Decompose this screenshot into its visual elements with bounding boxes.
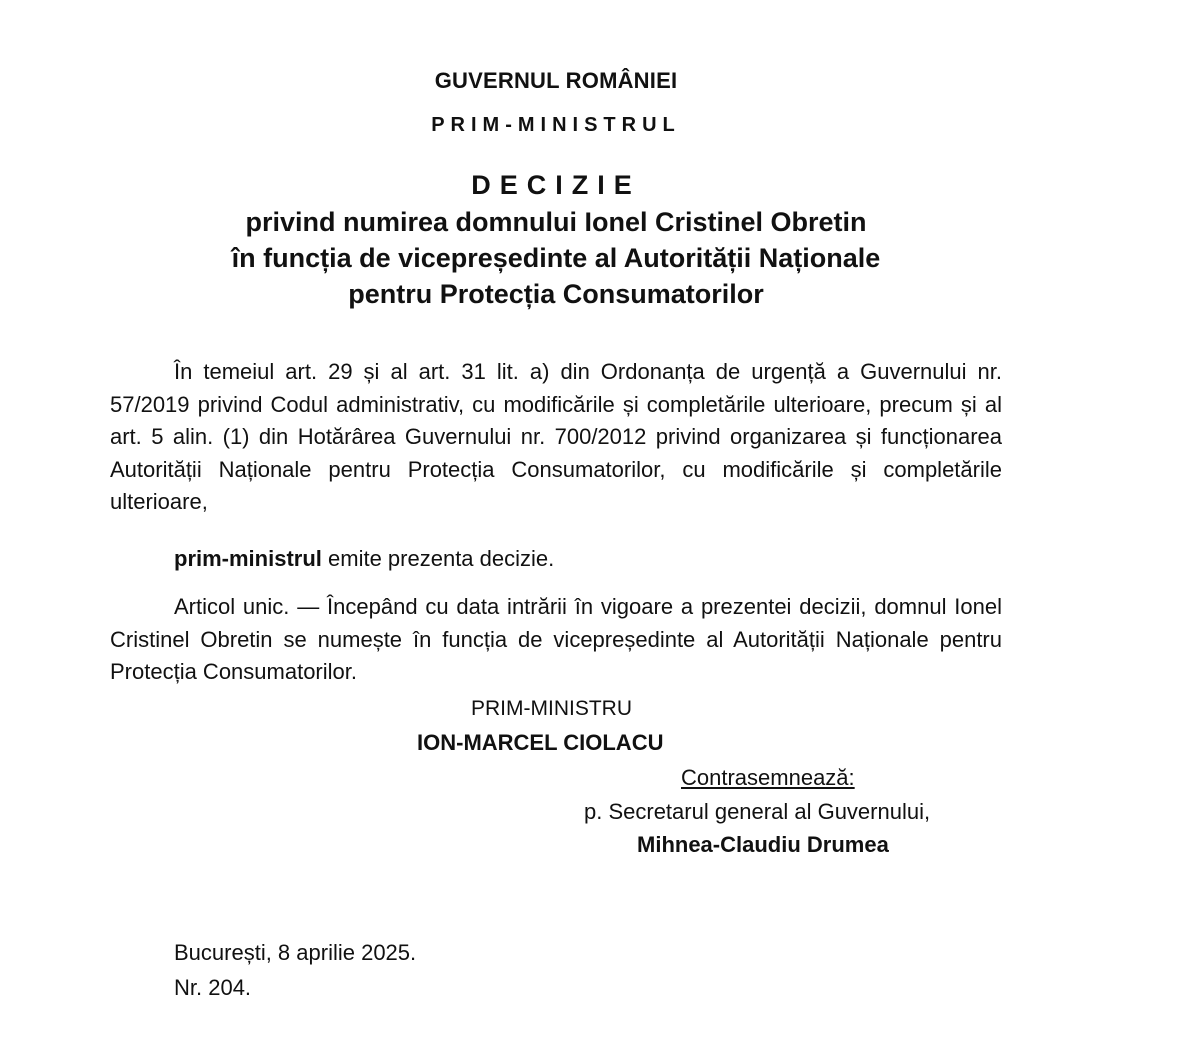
legal-basis-paragraph: În temeiul art. 29 și al art. 31 lit. a) din Ordonanța de urgență a Guvernului nr. 57/2019 privind Codul administrativ, cu modificările și completările ulterioare, precum și al art. 5 alin. (1) din Hotărârea Guvernului nr. 700/2012 privind organizarea și funcționarea Autorității Naționale pentru Protecția Consumatorilor, cu modificările și completările ulterioare, <box>110 359 1002 514</box>
decision-subtitle <box>110 204 1002 312</box>
signatory-name: ION-MARCEL CIOLACU <box>417 730 664 755</box>
signatory-title: PRIM-MINISTRU <box>471 697 632 720</box>
decision-title: DECIZIE <box>471 170 641 200</box>
countersignatory-name: Mihnea-Claudiu Drumea <box>637 832 889 857</box>
single-article-paragraph: Articol unic. — Începând cu data intrării în vigoare a prezentei decizii, domnul Ionel Cristinel Obretin se numește în funcția de vicepreședinte al Autorității Naționale pentru Protecția Consumatorilor. <box>110 594 1002 684</box>
countersignatory-role: p. Secretarul general al Guvernului, <box>584 799 931 824</box>
decision-statement-paragraph <box>110 543 1002 576</box>
subtitle-line-2: în funcția de vicepreședinte al Autorității Naționale <box>231 243 881 273</box>
subtitle-line-3: pentru Protecția Consumatorilor <box>348 279 764 309</box>
issuing-authority: GUVERNUL ROMÂNIEI <box>434 68 678 93</box>
countersignature-label: Contrasemnează: <box>681 765 855 790</box>
place-and-date: București, 8 aprilie 2025. <box>174 940 417 965</box>
issuing-office: PRIM-MINISTRUL <box>431 114 681 136</box>
decision-statement-text: emite prezenta decizie. <box>321 546 555 571</box>
prime-minister-emphasis: prim-ministrul <box>174 546 322 571</box>
decision-number: Nr. 204. <box>174 975 252 1000</box>
subtitle-line-1: privind numirea domnului Ionel Cristinel Obretin <box>245 207 867 237</box>
